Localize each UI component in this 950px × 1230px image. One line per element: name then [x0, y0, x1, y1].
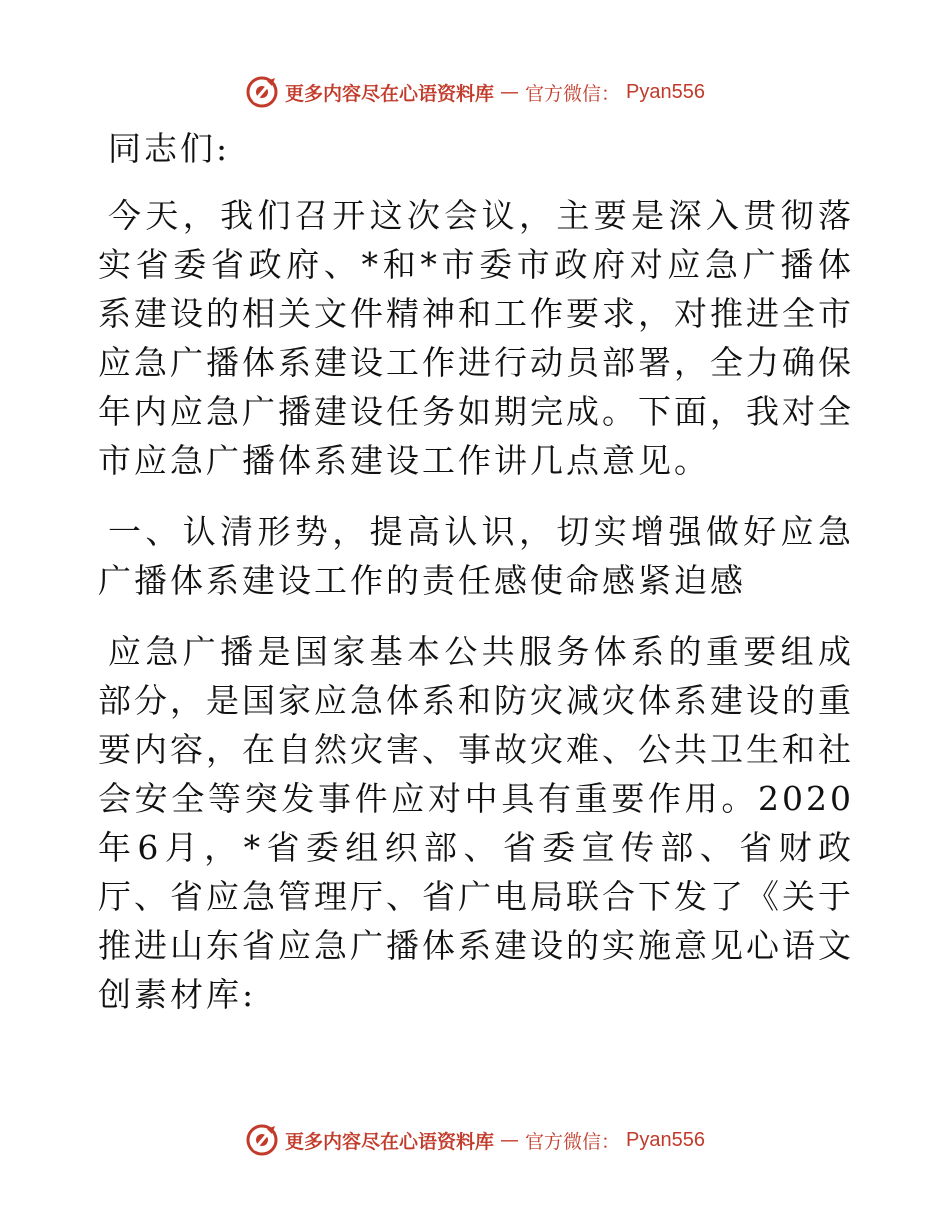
watermark-separator: — [500, 1129, 520, 1151]
watermark-wechat-id: Pyan556 [626, 1128, 705, 1151]
watermark-brand: 更多内容尽在心语资料库 [285, 82, 495, 105]
document-body [98, 124, 854, 1041]
section-heading-1: 一、认清形势，提高认识，切实增强做好应急广播体系建设工作的责任感使命感紧迫感 [98, 512, 854, 600]
watermark-wechat-label: 官方微信： [525, 1130, 621, 1153]
footer-watermark [0, 1120, 950, 1160]
paragraph-body: 应急广播是国家基本公共服务体系的重要组成部分，是国家应急体系和防灾减灾体系建设的重要内容，在自然灾害、事故灾难、公共卫生和社会安全等突发事件应对中具有重要作用。2020年6月，*省委组织部、省委宣传部、省财政厅、省应急管理厅、省广电局联合下发了《关于推进山东省应急广播体系建设的实施意见心语文创素材库: [98, 632, 854, 1014]
watermark-separator: — [500, 81, 520, 103]
salutation: 同志们: [108, 129, 231, 168]
header-watermark [0, 72, 950, 112]
watermark-wechat-label: 官方微信： [525, 82, 621, 105]
watermark-brand: 更多内容尽在心语资料库 [285, 1130, 495, 1153]
brand-logo-icon [245, 75, 279, 109]
watermark-wechat-id: Pyan556 [626, 80, 705, 103]
brand-logo-icon [245, 1123, 279, 1157]
paragraph-intro: 今天，我们召开这次会议，主要是深入贯彻落实省委省政府、*和*市委市政府对应急广播体系建设的相关文件精神和工作要求，对推进全市应急广播体系建设工作进行动员部署，全力确保年内应急广播建设任务如期完成。下面，我对全市应急广播体系建设工作讲几点意见。 [98, 196, 854, 480]
